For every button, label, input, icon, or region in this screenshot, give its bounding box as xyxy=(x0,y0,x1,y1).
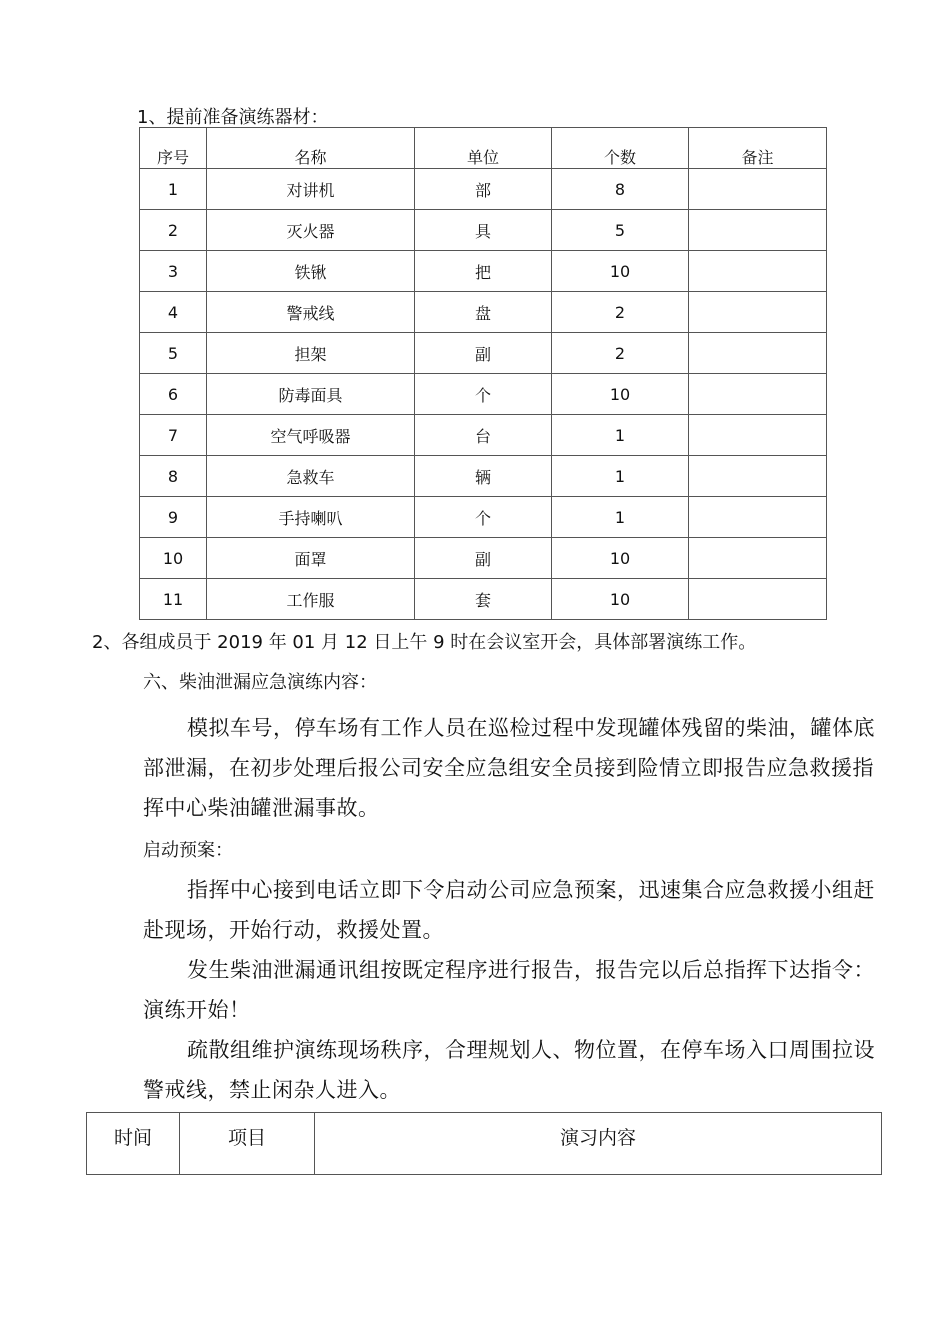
drill-table xyxy=(86,1112,882,1175)
row-name: 工作服 xyxy=(207,579,415,620)
row-unit: 套 xyxy=(415,579,552,620)
row-unit: 台 xyxy=(415,415,552,456)
row-remark xyxy=(689,538,827,579)
row-remark xyxy=(689,251,827,292)
row-remark xyxy=(689,333,827,374)
row-count: 10 xyxy=(552,374,689,415)
row-unit: 具 xyxy=(415,210,552,251)
row-name: 警戒线 xyxy=(207,292,415,333)
row-remark xyxy=(689,415,827,456)
equipment-row xyxy=(140,292,827,333)
equipment-row xyxy=(140,579,827,620)
row-index: 10 xyxy=(140,538,207,579)
row-index: 3 xyxy=(140,251,207,292)
row-unit: 辆 xyxy=(415,456,552,497)
equipment-row xyxy=(140,415,827,456)
row-count: 8 xyxy=(552,169,689,210)
row-count: 10 xyxy=(552,538,689,579)
paragraph-command-text: 指挥中心接到电话立即下令启动公司应急预案，迅速集合应急救援小组赶赴现场，开始行动，救援处置。 xyxy=(143,878,875,942)
row-name: 空气呼吸器 xyxy=(207,415,415,456)
equipment-row xyxy=(140,333,827,374)
equipment-row xyxy=(140,538,827,579)
equipment-row xyxy=(140,456,827,497)
section1-title: 1、提前准备演练器材： xyxy=(137,107,329,128)
row-unit: 个 xyxy=(415,497,552,538)
row-count: 1 xyxy=(552,497,689,538)
row-unit: 把 xyxy=(415,251,552,292)
equipment-header-row xyxy=(140,128,827,169)
row-count: 10 xyxy=(552,251,689,292)
header-name: 名称 xyxy=(207,128,415,169)
row-name: 铁锹 xyxy=(207,251,415,292)
row-unit: 副 xyxy=(415,333,552,374)
row-unit: 部 xyxy=(415,169,552,210)
row-index: 7 xyxy=(140,415,207,456)
header-remark: 备注 xyxy=(689,128,827,169)
row-name: 灭火器 xyxy=(207,210,415,251)
equipment-row xyxy=(140,374,827,415)
row-count: 1 xyxy=(552,415,689,456)
section2-text: 2、各组成员于 2019 年 01 月 12 日上午 9 时在会议室开会，具体部署演练工作。 xyxy=(92,632,757,653)
equipment-row xyxy=(140,251,827,292)
row-name: 对讲机 xyxy=(207,169,415,210)
row-name: 面罩 xyxy=(207,538,415,579)
row-name: 防毒面具 xyxy=(207,374,415,415)
row-index: 11 xyxy=(140,579,207,620)
paragraph-report-text: 发生柴油泄漏通讯组按既定程序进行报告，报告完以后总指挥下达指令：演练开始！ xyxy=(143,958,875,1022)
paragraph-evacuation xyxy=(143,1030,883,1110)
row-name: 急救车 xyxy=(207,456,415,497)
plan-title: 启动预案： xyxy=(143,840,233,861)
section6-title: 六、柴油泄漏应急演练内容： xyxy=(143,672,377,693)
row-unit: 盘 xyxy=(415,292,552,333)
row-count: 10 xyxy=(552,579,689,620)
row-count: 2 xyxy=(552,292,689,333)
paragraph-scenario xyxy=(143,708,883,828)
row-unit: 副 xyxy=(415,538,552,579)
drill-header-row xyxy=(87,1113,882,1175)
row-index: 5 xyxy=(140,333,207,374)
row-name: 手持喇叭 xyxy=(207,497,415,538)
row-remark xyxy=(689,456,827,497)
paragraph-report xyxy=(143,950,883,1030)
row-index: 1 xyxy=(140,169,207,210)
row-remark xyxy=(689,169,827,210)
paragraph-scenario-text: 模拟车号，停车场有工作人员在巡检过程中发现罐体残留的柴油，罐体底部泄漏，在初步处理后报公司安全应急组安全员接到险情立即报告应急救援指挥中心柴油罐泄漏事故。 xyxy=(143,716,875,820)
row-count: 2 xyxy=(552,333,689,374)
row-remark xyxy=(689,579,827,620)
drill-header-time: 时间 xyxy=(87,1113,180,1175)
header-count: 个数 xyxy=(552,128,689,169)
row-index: 4 xyxy=(140,292,207,333)
paragraph-evacuation-text: 疏散组维护演练现场秩序，合理规划人、物位置，在停车场入口周围拉设警戒线，禁止闲杂人进入。 xyxy=(143,1038,875,1102)
row-count: 1 xyxy=(552,456,689,497)
drill-header-content: 演习内容 xyxy=(315,1113,882,1175)
row-index: 8 xyxy=(140,456,207,497)
row-remark xyxy=(689,374,827,415)
row-name: 担架 xyxy=(207,333,415,374)
paragraph-command xyxy=(143,870,883,950)
row-remark xyxy=(689,497,827,538)
equipment-table xyxy=(139,127,827,620)
row-unit: 个 xyxy=(415,374,552,415)
equipment-row xyxy=(140,497,827,538)
row-index: 6 xyxy=(140,374,207,415)
row-index: 9 xyxy=(140,497,207,538)
row-count: 5 xyxy=(552,210,689,251)
row-remark xyxy=(689,210,827,251)
equipment-row xyxy=(140,210,827,251)
row-index: 2 xyxy=(140,210,207,251)
equipment-row xyxy=(140,169,827,210)
header-index: 序号 xyxy=(140,128,207,169)
header-unit: 单位 xyxy=(415,128,552,169)
drill-header-item: 项目 xyxy=(180,1113,315,1175)
row-remark xyxy=(689,292,827,333)
